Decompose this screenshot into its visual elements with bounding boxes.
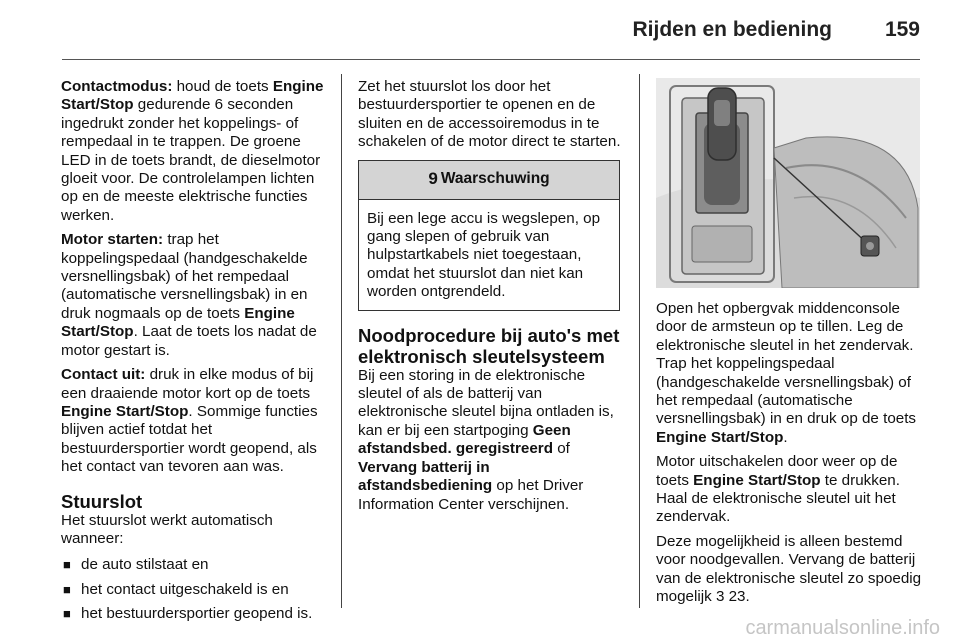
paragraph-noodprocedure [358,367,622,514]
text: op het Driver Information Center verschijnen. [358,477,584,513]
column-3 [656,300,922,613]
column-1 [61,78,327,630]
paragraph-motor-uitschakelen [656,453,922,527]
list-item-text: het contact uitgeschakeld is en [81,580,289,598]
list-item [61,581,327,599]
paragraph-noodgevallen [656,533,922,607]
console-key-slot-illustration [656,78,920,288]
column-divider [639,74,640,608]
paragraph-motor-starten [61,231,327,360]
message-vervang-batterij: Vervang batterij in afstandsbediening [358,458,493,495]
text: of [552,440,570,458]
text: 23. [724,588,750,606]
key-engine-start-stop: Engine Start/Stop [61,402,189,420]
text: . [783,428,788,446]
page-header [0,0,960,62]
text: Bij een storing in de elektronische sleutel of als de batterij van elektronische sleutel bijna ontladen is, kan er bij een startpoging [358,366,614,439]
heading-stuurslot: Stuurslot [61,490,143,512]
paragraph-contactmodus [61,78,327,225]
text: . Sommige functies blijven actief totdat het bestuurdersportier wordt geopend, als het contact van tevoren aan was. [61,402,318,476]
paragraph-stuurslot-los: Zet het stuurslot los door het bestuurdersportier te openen en de sluiten en de accessoiremodus in te schakelen of de motor direct te starten. [358,78,621,151]
list-item-text: het bestuurdersportier geopend is. [81,605,313,623]
column-2 [358,78,622,520]
bullet-icon: ■ [63,557,71,573]
warning-triangle-icon: 9 [428,169,438,189]
text: houd de toets [172,78,273,95]
text: Motor uitschakelen door weer op de toets [656,453,898,489]
key-engine-start-stop: Engine Start/Stop [61,78,324,114]
header-title: Rijden en bediening [632,18,832,41]
text: trap het koppelingspedaal (handgeschakelde versnellingsbak) of het rempedaal (automatische versnellingsbak) in en druk nogmaals op de toets [61,231,308,322]
text: druk in elke modus of bij een draaiende motor kort op de toets [61,366,314,402]
text: Deze mogelijkheid is alleen bestemd voor noodgevallen. Vervang de batterij van de elektronische sleutel zo spoedig mogelijk [656,532,922,606]
term-contact-uit: Contact uit: [61,366,146,384]
key-engine-start-stop: Engine Start/Stop [656,428,784,446]
key-engine-start-stop: Engine Start/Stop [693,471,821,489]
paragraph-opbergvak [656,300,922,447]
console-illustration-svg [656,78,920,288]
text: te drukken. Haal de elektronische sleutel uit het zendervak. [656,471,900,526]
warning-box [358,160,620,311]
page-reference-icon: 3 [715,588,725,606]
list-item-text: de auto stilstaat en [81,556,209,574]
column-divider [341,74,342,608]
page-number: 159 [884,18,920,41]
text: gedurende 6 seconden ingedrukt zonder het koppelings- of rempedaal in te trappen. De groene LED in de toets brandt, de dieselmotor gloeit voor. De controlelampen lichten op en de meeste elektrische functies werken. [61,96,321,224]
text: Open het opbergvak middenconsole door de armsteun op te tillen. Leg de elektronische sleutel in het zendervak. Trap het koppelingspedaal (handgeschakelde versnellingsbak) of het rempedaal (automatische versnellingsbak) in en druk op de toets [656,300,917,428]
watermark: carmanualsonline.info [745,617,940,639]
term-contactmodus: Contactmodus: [61,78,173,95]
paragraph-stuurslot: Het stuurslot werkt automatisch wanneer: [61,511,273,547]
term-motor-starten: Motor starten: [61,231,164,249]
warning-title: Waarschuwing [440,170,550,188]
bullet-icon: ■ [63,581,71,597]
bullet-list [61,556,327,623]
text: . Laat de toets los nadat de motor gestart is. [61,323,317,359]
list-item [61,556,327,574]
list-item [61,605,327,623]
message-geen-afstandsbed: Geen afstandsbed. geregistreerd [358,421,571,458]
bullet-icon: ■ [63,606,71,622]
heading-noodprocedure: Noodprocedure bij auto's met elektronisch sleutelsysteem [358,324,620,367]
warning-body: Bij een lege accu is wegslepen, op gang slepen of gebruik van hulpstartkabels niet toegestaan, omdat het stuurslot dan niet kan worden ontgrendeld. [367,209,601,301]
header-rule [62,59,920,60]
paragraph-contact-uit [61,366,327,476]
key-engine-start-stop: Engine Start/Stop [61,304,295,341]
warning-header [359,161,619,200]
